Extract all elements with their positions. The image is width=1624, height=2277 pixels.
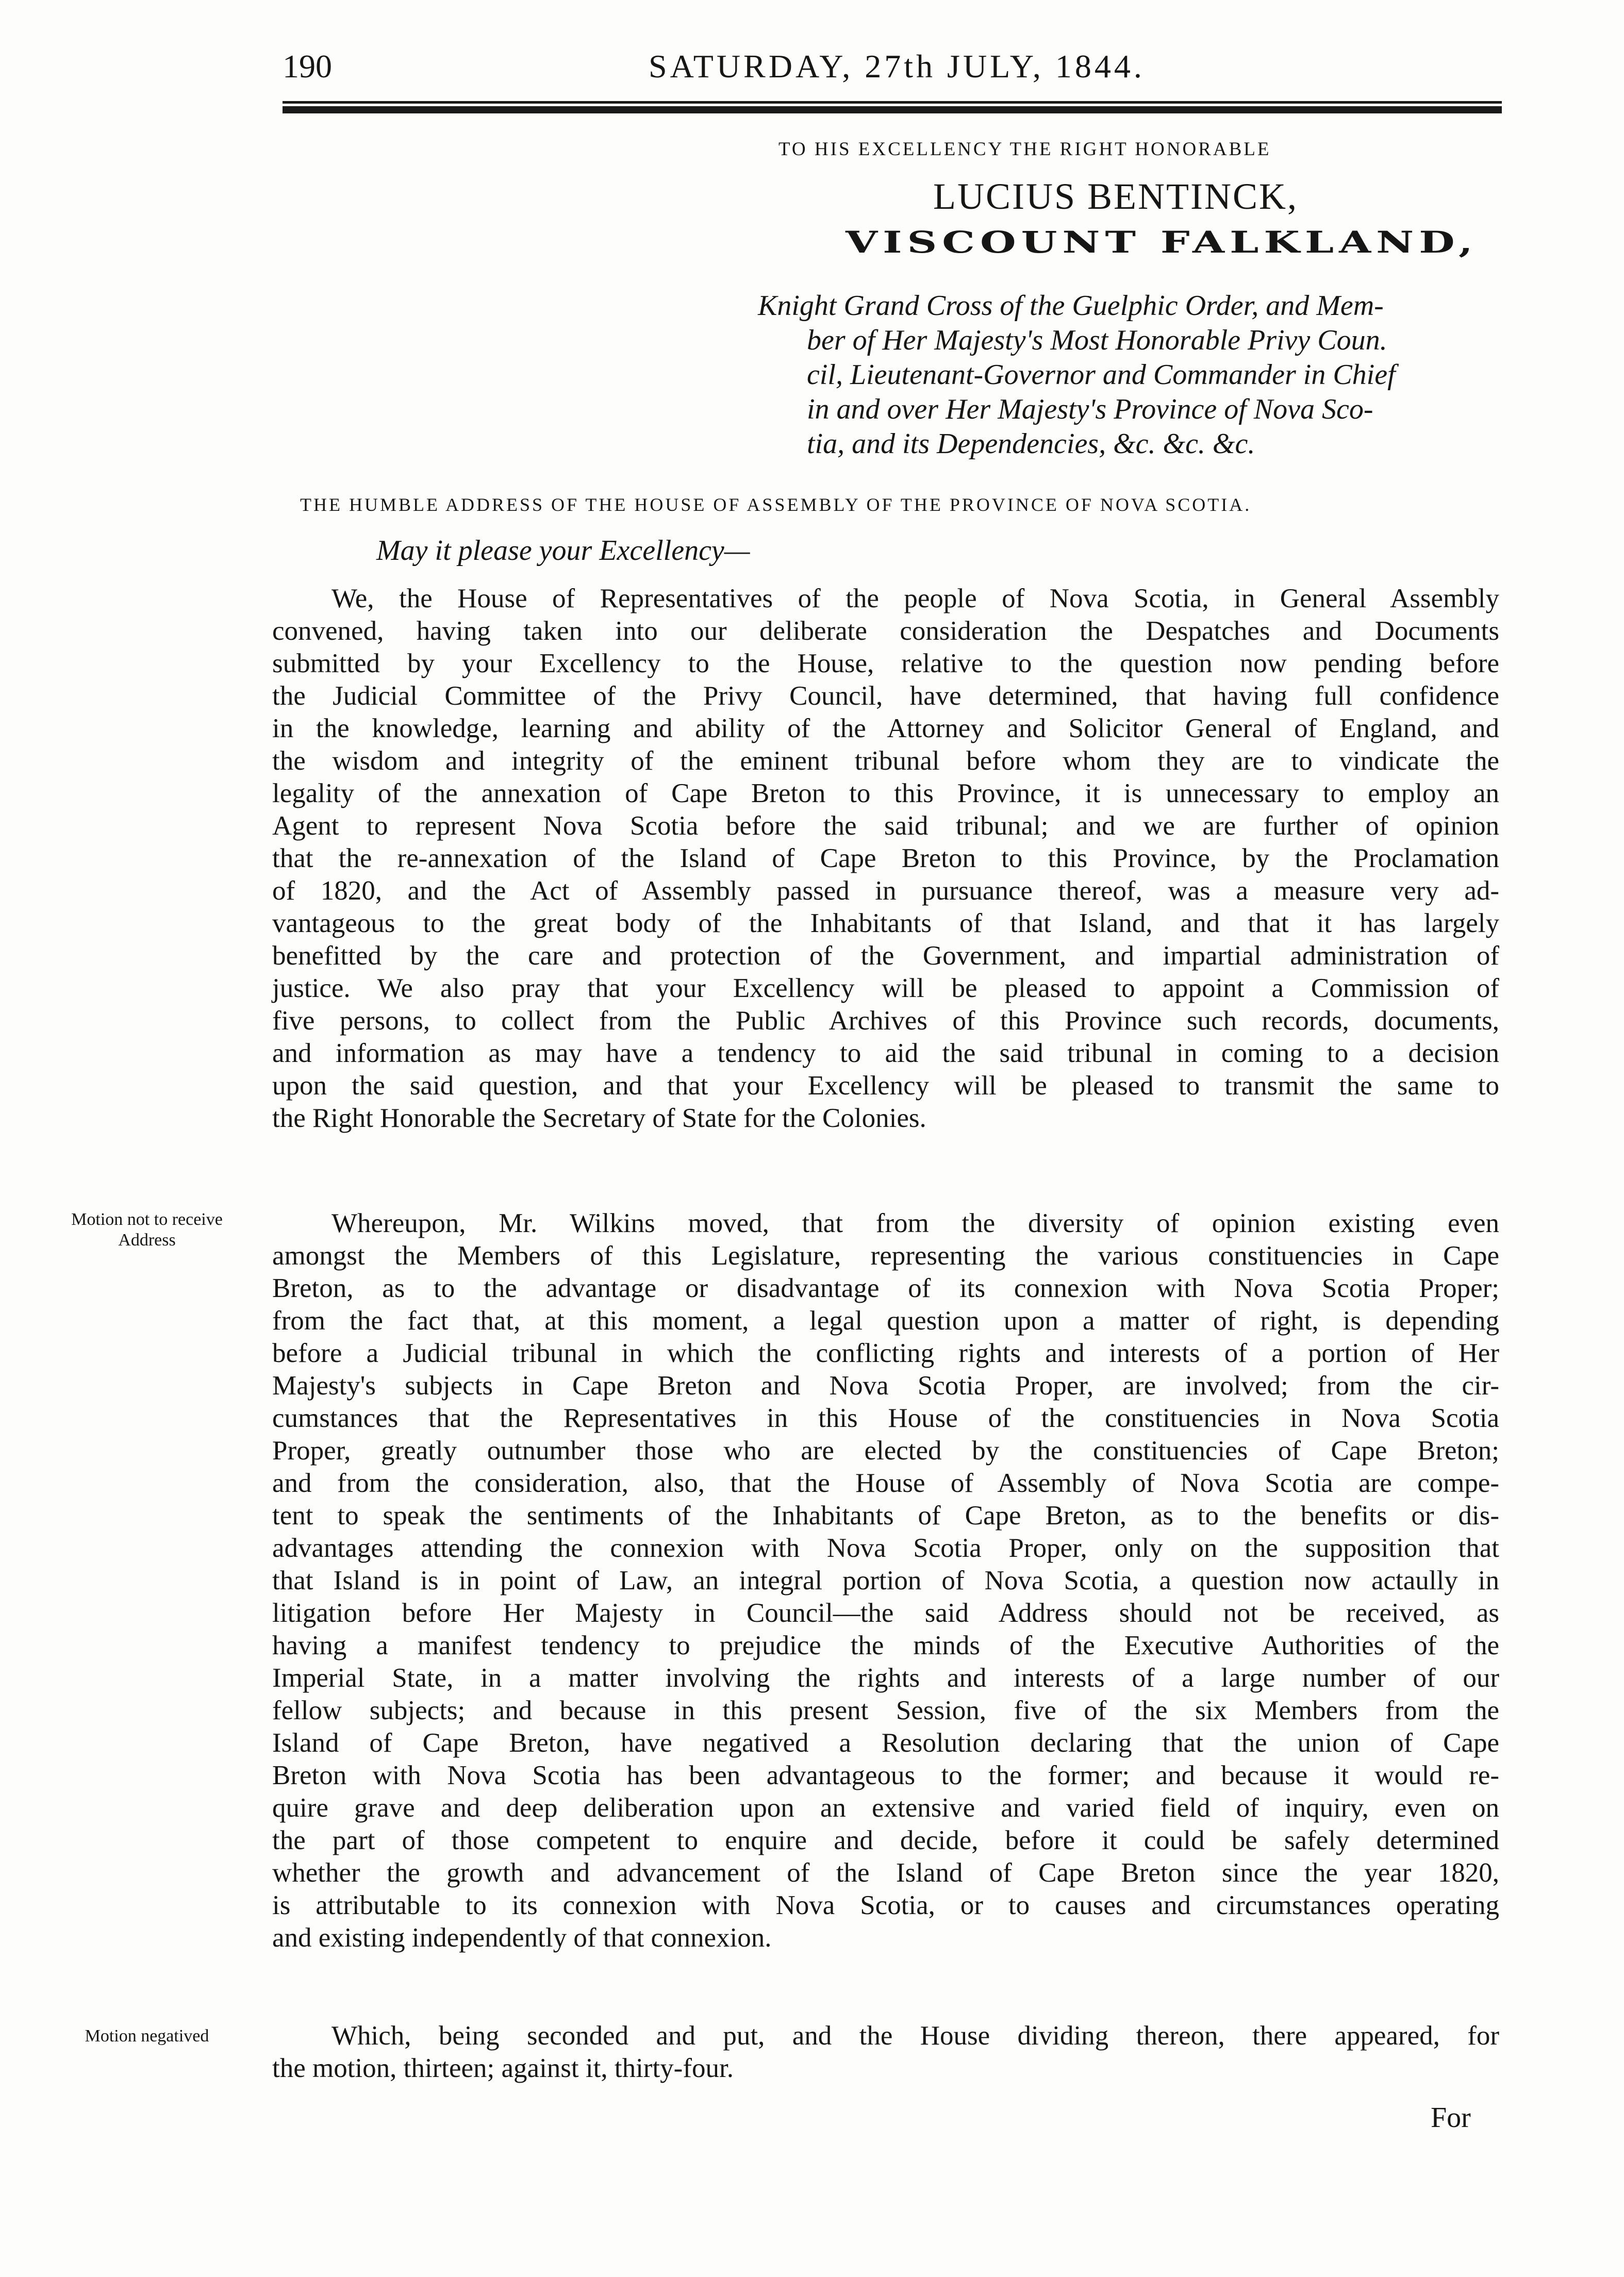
margin-note-motion-negatived: Motion negatived: [85, 2026, 209, 2046]
text-line: Imperial State, in a matter involving the rights and interests of a large number of our: [272, 1663, 1499, 1693]
text-line: is attributable to its connexion with Nova Scotia, or to causes and circumstances operating: [272, 1890, 1499, 1920]
text-line: Which, being seconded and put, and the House dividing thereon, there appeared, for: [332, 2021, 1499, 2051]
vote-paragraph: [272, 2020, 1499, 2085]
text-line: that the re-annexation of the Island of Cape Breton to this Province, by the Proclamation: [272, 843, 1499, 873]
text-line: the part of those competent to enquire and decide, before it could be safely determined: [272, 1825, 1499, 1855]
text-line: submitted by your Excellency to the House, relative to the question now pending before: [272, 649, 1499, 678]
text-line: and existing independently of that connexion.: [272, 1923, 772, 1953]
text-line: We, the House of Representatives of the people of Nova Scotia, in General Assembly: [332, 584, 1499, 613]
text-line: before a Judicial tribunal in which the conflicting rights and interests of a portion of Her: [272, 1338, 1499, 1368]
address-caption: THE HUMBLE ADDRESS OF THE HOUSE OF ASSEMBLY OF THE PROVINCE OF NOVA SCOTIA.: [300, 494, 1252, 515]
margin-note-motion-not-to-receive: Motion not to receive Address: [71, 1210, 223, 1250]
styles-line: Knight Grand Cross of the Guelphic Order, and Mem-: [758, 290, 1384, 322]
text-line: having a manifest tendency to prejudice the minds of the Executive Authorities of the: [272, 1631, 1499, 1660]
page-date-heading: SATURDAY, 27th JULY, 1844.: [649, 48, 1145, 85]
catchword: For: [1431, 2102, 1471, 2134]
text-line: that Island is in point of Law, an integral portion of Nova Scotia, a question now actaully in: [272, 1566, 1499, 1595]
text-line: and from the consideration, also, that the House of Assembly of Nova Scotia are compe-: [272, 1468, 1499, 1498]
text-line: of 1820, and the Act of Assembly passed in pursuance thereof, was a measure very ad-: [272, 876, 1499, 906]
text-line: fellow subjects; and because in this present Session, five of the six Members from the: [272, 1696, 1499, 1725]
text-line: five persons, to collect from the Public Archives of this Province such records, documents,: [272, 1006, 1499, 1036]
text-line: justice. We also pray that your Excellency will be pleased to appoint a Commission of: [272, 973, 1499, 1003]
text-line: vantageous to the great body of the Inhabitants of that Island, and that it has largely: [272, 908, 1499, 938]
text-line: from the fact that, at this moment, a legal question upon a matter of right, is depending: [272, 1306, 1499, 1336]
header-rule-thick: [283, 106, 1502, 113]
addressee-name: LUCIUS BENTINCK,: [933, 176, 1298, 217]
text-line: advantages attending the connexion with Nova Scotia Proper, only on the supposition that: [272, 1533, 1499, 1563]
text-line: legality of the annexation of Cape Breton to this Province, it is unnecessary to employ an: [272, 778, 1499, 808]
text-line: amongst the Members of this Legislature, representing the various constituencies in Cape: [272, 1241, 1499, 1271]
styles-line: tia, and its Dependencies, &c. &c. &c.: [807, 428, 1255, 460]
addressee-title: VISCOUNT FALKLAND,: [846, 225, 1478, 260]
text-line: Whereupon, Mr. Wilkins moved, that from the diversity of opinion existing even: [332, 1208, 1499, 1238]
text-line: the Right Honorable the Secretary of State for the Colonies.: [272, 1103, 926, 1133]
text-line: Proper, greatly outnumber those who are elected by the constituencies of Cape Breton;: [272, 1436, 1499, 1466]
text-line: the motion, thirteen; against it, thirty-four.: [272, 2053, 734, 2083]
text-line: tent to speak the sentiments of the Inhabitants of Cape Breton, as to the benefits or dis-: [272, 1501, 1499, 1531]
text-line: upon the said question, and that your Excellency will be pleased to transmit the same to: [272, 1071, 1499, 1101]
styles-line: cil, Lieutenant-Governor and Commander in Chief: [807, 359, 1396, 391]
text-line: quire grave and deep deliberation upon an extensive and varied field of inquiry, even on: [272, 1793, 1499, 1823]
text-line: the wisdom and integrity of the eminent tribunal before whom they are to vindicate the: [272, 746, 1499, 776]
styles-line: in and over Her Majesty's Province of Nova Sco-: [807, 393, 1373, 425]
header-rule-thin: [283, 101, 1502, 104]
text-line: Breton with Nova Scotia has been advantageous to the former; and because it would re-: [272, 1760, 1499, 1790]
text-line: whether the growth and advancement of the Island of Cape Breton since the year 1820,: [272, 1858, 1499, 1888]
text-line: Agent to represent Nova Scotia before the said tribunal; and we are further of opinion: [272, 811, 1499, 841]
text-line: the Judicial Committee of the Privy Council, have determined, that having full confidence: [272, 681, 1499, 711]
address-salutation: TO HIS EXCELLENCY THE RIGHT HONORABLE: [778, 139, 1271, 160]
text-line: in the knowledge, learning and ability of the Attorney and Solicitor General of England, and: [272, 713, 1499, 743]
text-line: convened, having taken into our deliberate consideration the Despatches and Documents: [272, 616, 1499, 646]
text-line: Majesty's subjects in Cape Breton and Nova Scotia Proper, are involved; from the cir-: [272, 1371, 1499, 1401]
address-greeting: May it please your Excellency—: [376, 535, 750, 567]
addressee-styles: [758, 289, 1516, 461]
text-line: cumstances that the Representatives in this House of the constituencies in Nova Scotia: [272, 1403, 1499, 1433]
text-line: Breton, as to the advantage or disadvantage of its connexion with Nova Scotia Proper;: [272, 1273, 1499, 1303]
page-number: 190: [283, 48, 332, 85]
address-body: [272, 583, 1499, 1135]
motion-paragraph: [272, 1207, 1499, 1954]
text-line: Island of Cape Breton, have negatived a Resolution declaring that the union of Cape: [272, 1728, 1499, 1758]
text-line: and information as may have a tendency to aid the said tribunal in coming to a decision: [272, 1038, 1499, 1068]
text-line: benefitted by the care and protection of the Government, and impartial administration of: [272, 941, 1499, 971]
styles-line: ber of Her Majesty's Most Honorable Privy Coun.: [807, 324, 1387, 356]
text-line: litigation before Her Majesty in Council—the said Address should not be received, as: [272, 1598, 1499, 1628]
